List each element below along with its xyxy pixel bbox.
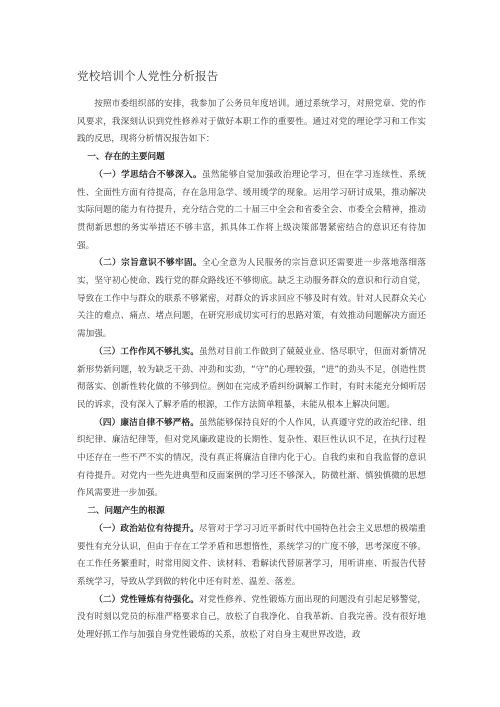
- root-2-text: 对党性修养、党性锻炼方面出现的问题没有引起足够警觉，没有时刻以党员的标准严格要求自己，放松了自我净化、自我革新、自我完善。没有很好地处理好抓工作与加强自身党性锻炼的关系，放松了对自身主观世界改造，政: [77, 594, 426, 641]
- root-1-lead: （一）政治站位有待提升。: [94, 523, 200, 534]
- root-1-text: 尽管对于学习习近平新时代中国特色社会主义思想的极端重要性有充分认识，但由于存在工学矛盾和思想惰性，系统学习的广度不够，思考深度不够。在工作任务繁重时，时常用阅文件、读材料、看解读代替原著学习，用听讲座、听报告代替系统学习，导致从学到做的转化中还有时差、温差、落差。: [77, 523, 426, 587]
- paragraph-item-1: [77, 167, 426, 256]
- item-3-text: 虽然对目前工作做到了兢兢业业、恪尽职守，但面对新情况新形势新问题，较为缺乏干劲、冲劲和实劲，“守”的心理较强，“进”的劲头不足，创造性贯彻落实、创新性转化做的不够到位。例如在完成矛盾纠纷调解工作时，有时未能充分倾听居民的诉求，没有深入了解矛盾的根源，工作方法简单粗暴，未能从根本上解决问题。: [77, 346, 426, 410]
- section-heading-problems: 一、存在的主要问题: [87, 152, 165, 163]
- paragraph-item-3: [77, 344, 426, 415]
- paragraph-root-2: [77, 592, 426, 645]
- item-4-text: 虽然能够保持良好的个人作风，认真遵守党的政治纪律、组织纪律、廉洁纪律等，但对党风廉政建设的长期性、复杂性、艰巨性认识不足，在执行过程中还存在一些不严不实的情况，没有真正将廉洁自律内化于心。自我约束和自我监督的意识有待提升。对党内一些先进典型和反面案例的学习还不够深入，防微杜渐、慎独慎微的思想作风需要进一步加强。: [77, 417, 426, 499]
- intro-paragraph: 按照市委组织部的安排，我参加了公务员年度培训。通过系统学习，对照党章、党的作风要求，我深刻认识到党性修养对于做好本职工作的重要性。通过对党的理论学习和工作实践的反思，现将分析情况报告如下：: [77, 99, 426, 145]
- section-heading-roots: 二、问题产生的根源: [87, 506, 165, 517]
- item-2-lead: （二）宗旨意识不够牢固。: [94, 258, 202, 269]
- paragraph-root-1: [77, 521, 426, 592]
- paragraph-item-2: [77, 255, 426, 344]
- item-3-lead: （三）工作作风不够扎实。: [94, 346, 200, 357]
- item-1-text: 虽然能够自觉加强政治理论学习，但在学习连续性、系统性、全面性方面有待提高，存在急用急学、缓用缓学的现象。运用学习研讨成果，推动解决实际问题的能力有待提升，充分结合党的二十届三中全会和省委全会、市委全会精神，推动贯彻新思想的务实举措还不够丰富，抓具体工作将上级决策部署紧密结合的意识还有待加强。: [77, 169, 426, 251]
- item-2-text: 全心全意为人民服务的宗旨意识还需要进一步落地落细落实，坚守初心使命、践行党的群众路线还不够彻底。缺乏主动服务群众的意识和行动自觉，导致在工作中与群众的联系不够紧密，对群众的诉求回应不够及时有效。针对人民群众关心关注的难点、痛点、堵点问题，在研究形成切实可行的思路对策，有效推动问题解决方面还需加强。: [77, 258, 426, 340]
- root-2-lead: （二）党性锤炼有待强化。: [94, 594, 200, 605]
- document-body: [77, 96, 426, 645]
- document-title: 党校培训个人党性分析报告: [77, 69, 219, 83]
- item-1-lead: （一）学思结合不够深入。: [94, 169, 202, 180]
- item-4-lead: （四）廉洁自律不够严格。: [94, 417, 200, 428]
- paragraph-item-4: [77, 415, 426, 504]
